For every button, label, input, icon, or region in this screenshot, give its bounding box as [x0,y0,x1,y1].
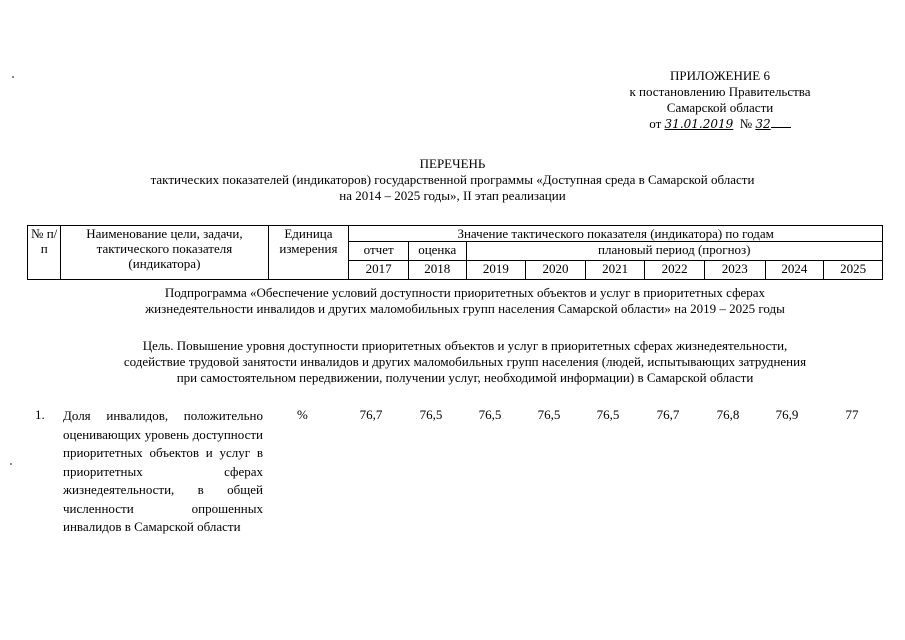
appendix-line3: Самарской области [666,100,774,115]
scan-speck [10,463,12,465]
row-value: 76,5 [596,407,620,422]
header-plan: плановый период (прогноз) [466,242,882,261]
subprogram-heading [60,285,870,317]
header-year: 2024 [765,261,824,280]
subprogram-line1: Подпрограмма «Обеспечение условий доступности приоритетных объектов и услуг в приоритетных сферах [164,285,766,300]
goal-line3: при самостоятельном передвижении, получении услуг, необходимой информации) в Самарской области [176,370,754,385]
goal-line2: содействие трудовой занятости инвалидов и других маломобильных групп населения (людей, испытывающих затруднения [123,354,807,369]
header-estimate: оценка [408,242,466,261]
row-value: 76,5 [537,407,561,422]
number-label: № [739,116,753,131]
appendix-block [590,68,850,132]
subprogram-line2: жизнедеятельности инвалидов и других маломобильных групп населения Самарской области» на 2019 – 2025 годы [145,301,785,316]
row-unit: % [297,407,308,422]
header-unit: Единица измерения [268,226,349,280]
title-line1: ПЕРЕЧЕНЬ [419,156,486,171]
scan-speck [12,76,14,78]
row-value: 76,5 [419,407,443,422]
document-title [70,156,835,204]
header-year: 2022 [645,261,705,280]
header-num: № п/п [28,226,61,280]
header-year: 2017 [349,261,409,280]
appendix-date-line [590,116,850,132]
appendix-line2: к постановлению Правительства [629,84,811,99]
row-number: 1. [35,407,45,422]
header-value-group: Значение тактического показателя (индикатора) по годам [349,226,883,242]
header-year: 2025 [824,261,883,280]
row-value: 76,5 [478,407,502,422]
handwritten-date: 31.01.2019 [664,117,734,131]
header-year: 2023 [704,261,765,280]
goal-heading [60,338,870,386]
title-line3: на 2014 – 2025 годы», II этап реализации [339,188,566,203]
row-value: 76,8 [716,407,740,422]
handwritten-number: 32 [755,117,771,131]
header-year: 2020 [526,261,586,280]
header-year: 2021 [585,261,645,280]
indicator-table-header [27,225,883,280]
appendix-title: ПРИЛОЖЕНИЕ 6 [670,68,770,83]
header-year: 2019 [466,261,526,280]
header-year: 2018 [408,261,466,280]
header-name: Наименование цели, задачи, тактического показателя (индикатора) [61,226,268,280]
row-value: 76,7 [359,407,383,422]
title-line2: тактических показателей (индикаторов) государственной программы «Доступная среда в Самарской области [150,172,755,187]
goal-line1: Цель. Повышение уровня доступности приоритетных объектов и услуг в приоритетных сферах жизнедеятельности, [142,338,788,353]
row-value: 76,7 [656,407,680,422]
row-indicator-name [63,407,263,537]
row-value: 77 [845,407,859,422]
from-label: от [649,116,662,131]
indicator-name-text: Доля инвалидов, положительно оценивающих уровень доступности приоритетных объектов и услуг в приоритетных сферах жизнедеятельности, в общей численности опрошенных инвалидов в Самарской области [63,408,263,534]
row-value: 76,9 [775,407,799,422]
header-report: отчет [349,242,409,261]
